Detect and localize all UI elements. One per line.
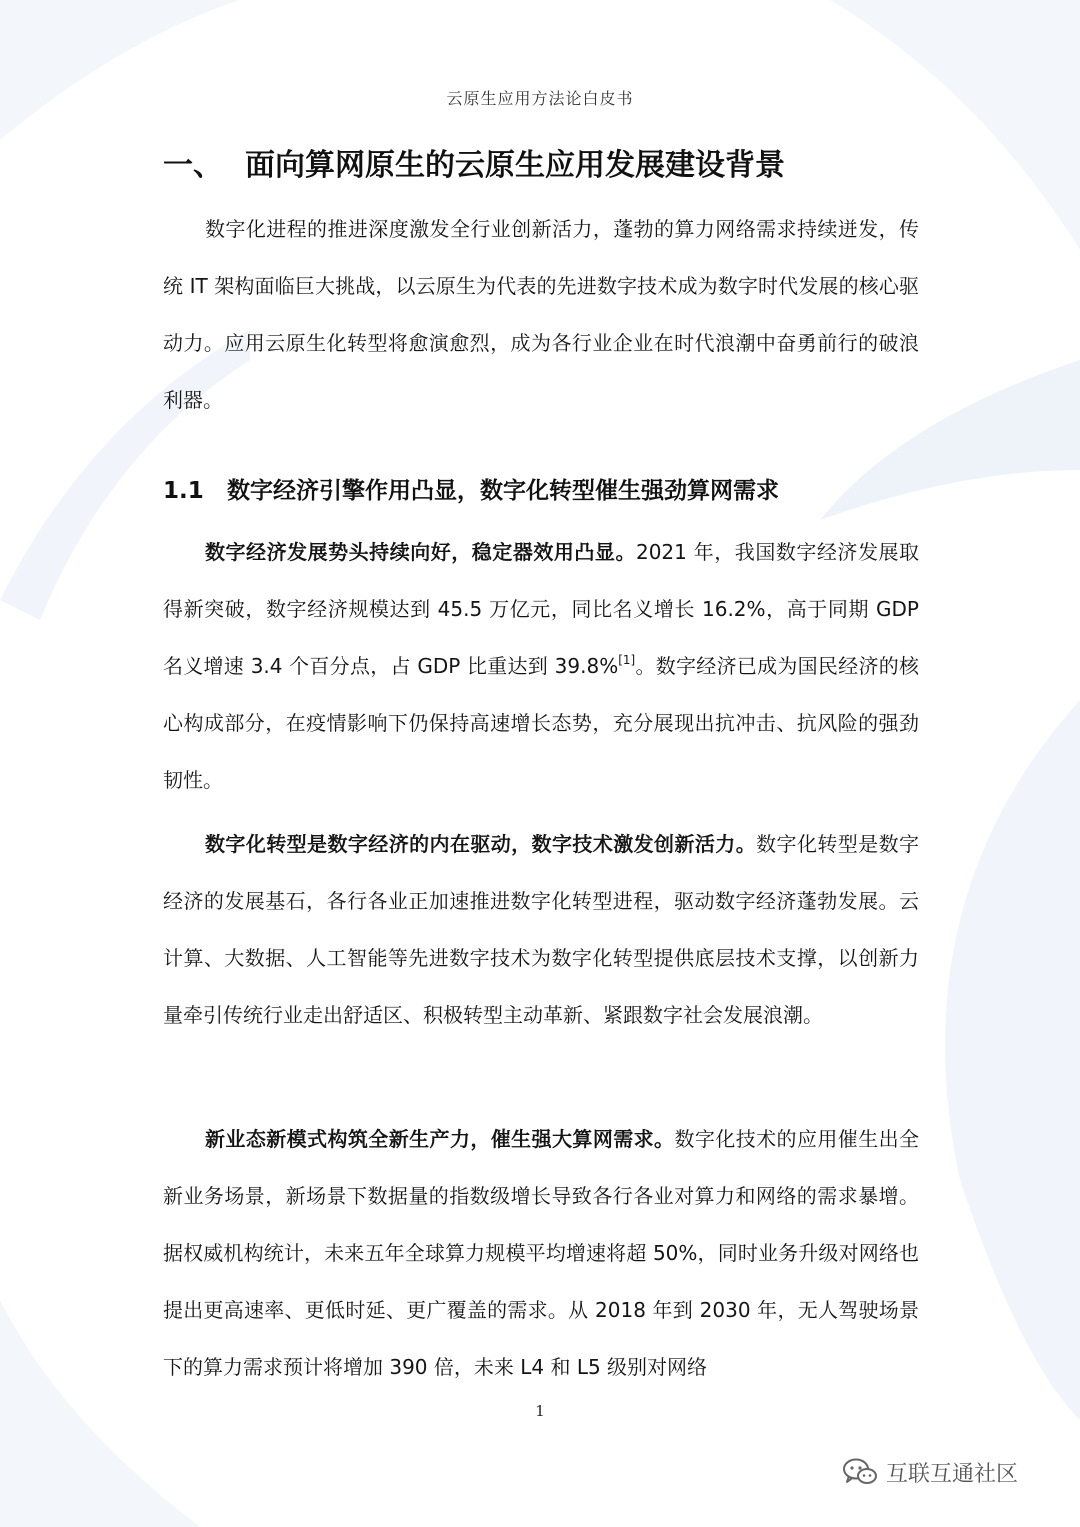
paragraph-digital-transformation (163, 816, 919, 1044)
chapter-title: 面向算网原生的云原生应用发展建设背景 (245, 148, 785, 183)
intro-paragraph: 数字化进程的推进深度激发全行业创新活力，蓬勃的算力网络需求持续迸发，传统 IT 架构面临巨大挑战，以云原生为代表的先进数字技术成为数字时代发展的核心驱动力。应用云原生化转型将愈演愈烈，成为各行业企业在时代浪潮中奋勇前行的破浪利器。 (163, 217, 919, 412)
chapter-number: 一、 (163, 148, 223, 183)
paragraph-text: 。数字经济已成为国民经济的核心构成部分，在疫情影响下仍保持高速增长态势，充分展现出抗冲击、抗风险的强劲韧性。 (163, 654, 919, 792)
wechat-icon (842, 1457, 878, 1487)
paragraph-new-business-models (163, 1111, 919, 1396)
paragraph-text: 数字化技术的应用催生出全新业务场景，新场景下数据量的指数级增长导致各行各业对算力和网络的需求暴增。据权威机构统计，未来五年全球算力规模平均增速将超 50%，同时业务升级对网络也提出更高速率、更低时延、更广覆盖的需求。从 2018 年到 2030 年，无人驾驶场景下的算力需求预计将增加 390 倍，未来 L4 和 L5 级别对网络 (163, 1127, 920, 1379)
paragraph-text: 2021 年，我国数字经济发展取得新突破，数字经济规模达到 45.5 万亿元，同比名义增长 16.2%，高于同期 GDP 名义增速 3.4 个百分点，占 GDP 比重达到 39.8% (163, 540, 919, 678)
section-title: 数字经济引擎作用凸显，数字化转型催生强劲算网需求 (227, 478, 779, 504)
paragraph-digital-economy (163, 524, 919, 809)
section-heading (163, 472, 923, 505)
watermark (842, 1452, 1018, 1492)
running-header: 云原生应用方法论白皮书 (446, 89, 634, 108)
page-number: 1 (535, 1402, 545, 1420)
paragraph-lead: 数字经济发展势头持续向好，稳定器效用凸显。 (205, 540, 636, 564)
chapter-heading (163, 140, 923, 184)
citation-reference[interactable]: [1] (618, 653, 636, 667)
paragraph-text: 数字化转型是数字经济的发展基石，各行各业正加速推进数字化转型进程，驱动数字经济蓬勃发展。云计算、大数据、人工智能等先进数字技术为数字化转型提供底层技术支撑，以创新力量牵引传统行业走出舒适区、积极转型主动革新、紧跟数字社会发展浪潮。 (163, 832, 920, 1027)
watermark-text: 互联互通社区 (886, 1461, 1019, 1487)
paragraph-lead: 数字化转型是数字经济的内在驱动，数字技术激发创新活力。 (205, 832, 757, 856)
section-number: 1.1 (163, 478, 204, 504)
paragraph-lead: 新业态新模式构筑全新生产力，催生强大算网需求。 (205, 1127, 675, 1151)
